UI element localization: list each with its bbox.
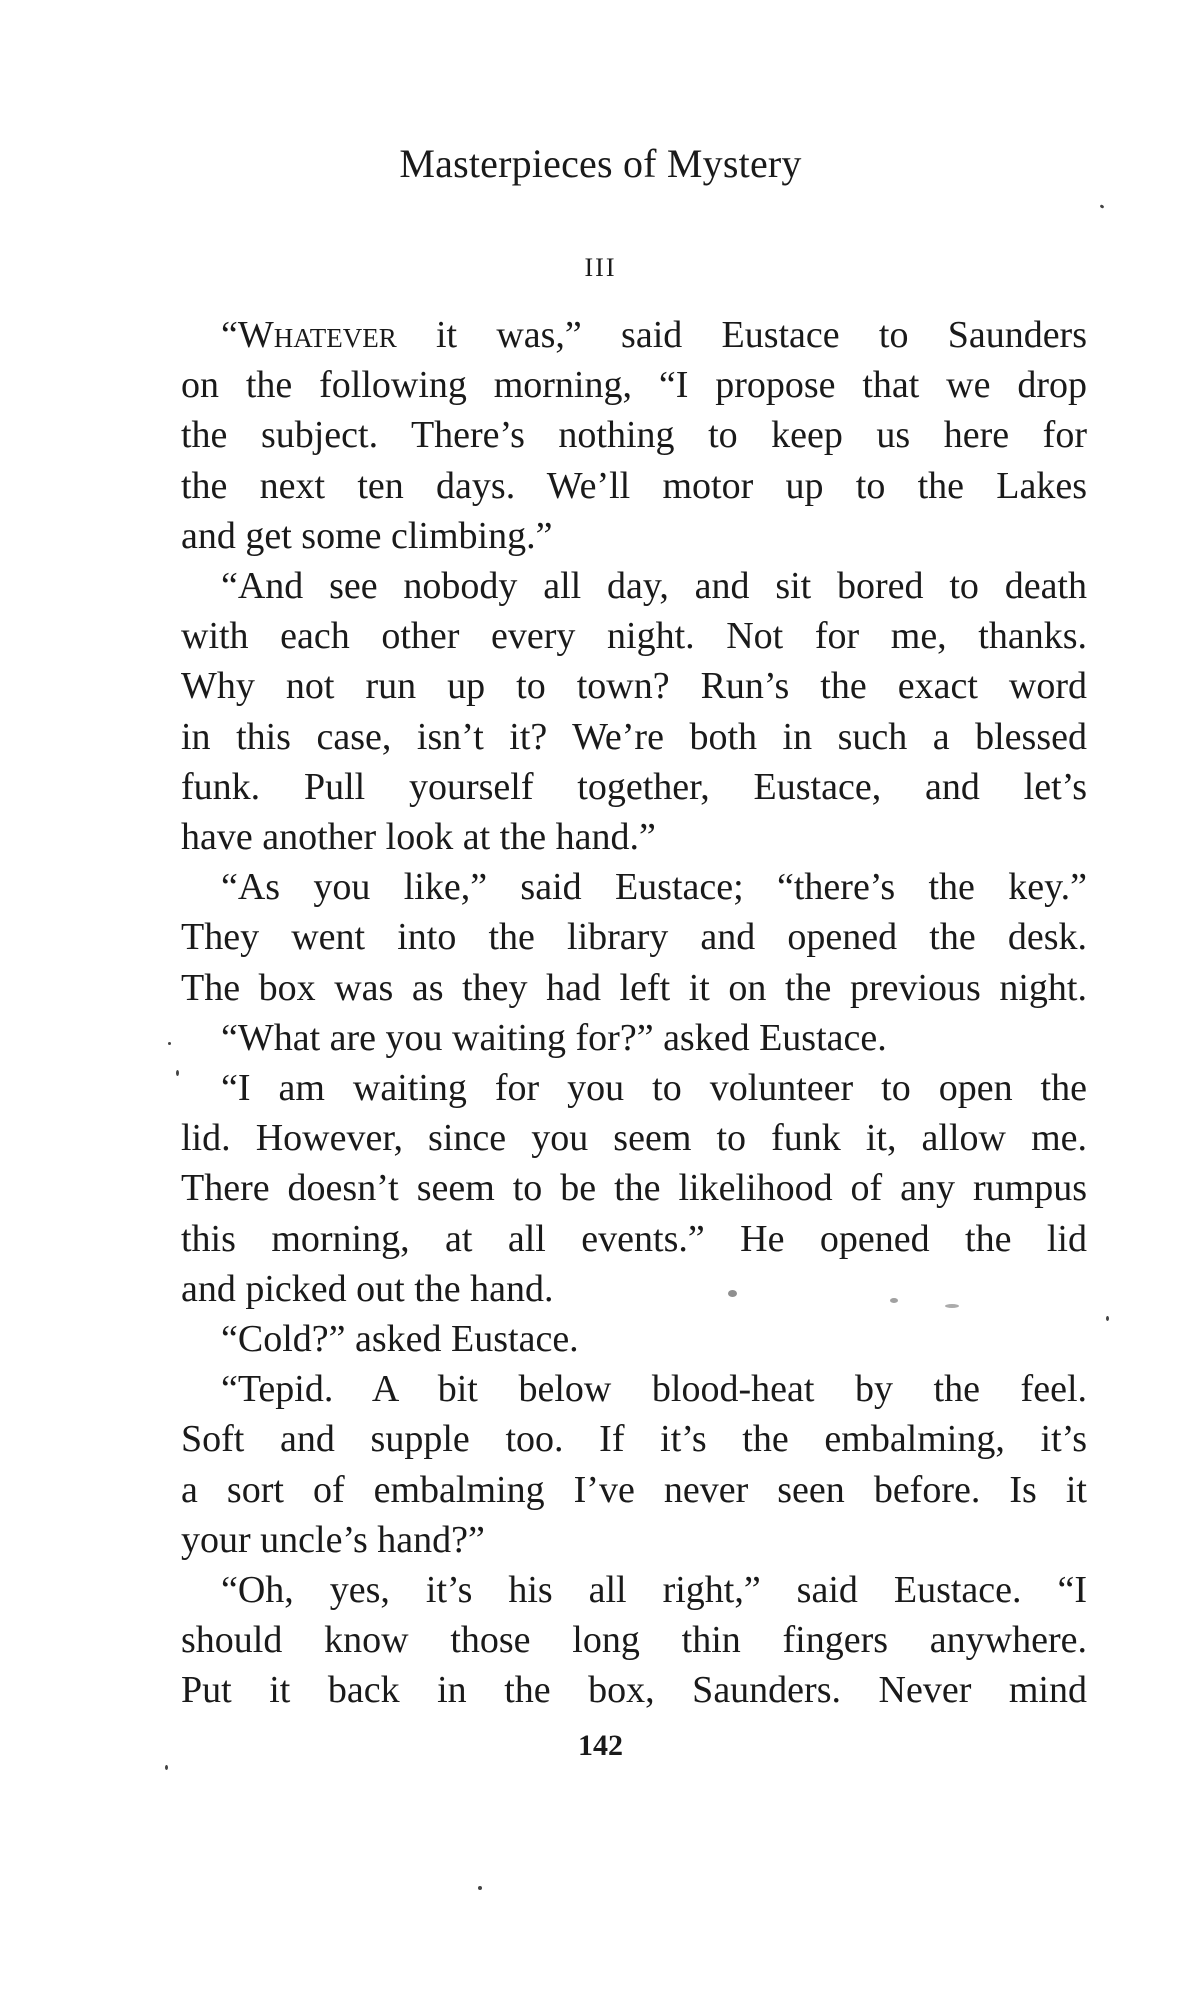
text-line: a sort of embalming I’ve never seen before. Is it	[181, 1468, 1087, 1511]
text-line: in this case, isn’t it? We’re both in such a blessed	[181, 715, 1087, 758]
text-line: “Cold?” asked Eustace.	[221, 1318, 579, 1361]
running-head: Masterpieces of Mystery	[399, 141, 802, 186]
text-line: There doesn’t seem to be the likelihood of any rumpus	[181, 1167, 1087, 1210]
chapter-number: III	[584, 253, 617, 282]
text-line: and picked out the hand.	[181, 1267, 554, 1310]
text-line: They went into the library and opened the desk.	[181, 916, 1087, 959]
text-line: Soft and supple too. If it’s the embalming, it’s	[181, 1418, 1087, 1461]
text-line: the subject. There’s nothing to keep us here for	[181, 414, 1087, 457]
body-text	[181, 310, 1087, 1716]
text-line: Why not run up to town? Run’s the exact word	[181, 665, 1087, 708]
scan-speck	[1100, 204, 1105, 209]
scan-speck	[728, 1290, 737, 1297]
scan-speck	[890, 1298, 898, 1303]
text-line: “What are you waiting for?” asked Eustace.	[221, 1016, 887, 1059]
scan-speck	[478, 1886, 482, 1890]
text-line: with each other every night. Not for me, thanks.	[181, 615, 1087, 658]
text-line: “Tepid. A bit below blood-heat by the feel.	[221, 1368, 1087, 1411]
text-line: The box was as they had left it on the previous night.	[181, 966, 1087, 1009]
text-line: on the following morning, “I propose that we drop	[181, 364, 1087, 407]
text-line: should know those long thin fingers anywhere.	[181, 1619, 1087, 1662]
text-line: “I am waiting for you to volunteer to open the	[221, 1067, 1087, 1110]
scan-speck	[1106, 1316, 1109, 1321]
scan-speck	[176, 1070, 179, 1076]
text-line: “Oh, yes, it’s his all right,” said Eustace. “I	[221, 1569, 1087, 1612]
text-line: “Whatever it was,” said Eustace to Saunders	[221, 314, 1087, 356]
page-number: 142	[578, 1729, 623, 1762]
scan-speck	[165, 1765, 168, 1770]
text-line: and get some climbing.”	[181, 514, 553, 557]
text-line: Put it back in the box, Saunders. Never mind	[181, 1669, 1087, 1712]
text-line: your uncle’s hand?”	[181, 1518, 485, 1561]
text-line: lid. However, since you seem to funk it, allow me.	[181, 1117, 1087, 1160]
text-line: have another look at the hand.”	[181, 816, 656, 859]
text-line: “And see nobody all day, and sit bored to death	[221, 565, 1087, 608]
text-line: this morning, at all events.” He opened the lid	[181, 1217, 1087, 1260]
text-line: funk. Pull yourself together, Eustace, and let’s	[181, 765, 1087, 808]
text-line: the next ten days. We’ll motor up to the Lakes	[181, 464, 1087, 507]
scan-speck	[945, 1304, 959, 1308]
text-line: “As you like,” said Eustace; “there’s the key.”	[221, 866, 1087, 909]
scan-speck	[168, 1042, 171, 1045]
